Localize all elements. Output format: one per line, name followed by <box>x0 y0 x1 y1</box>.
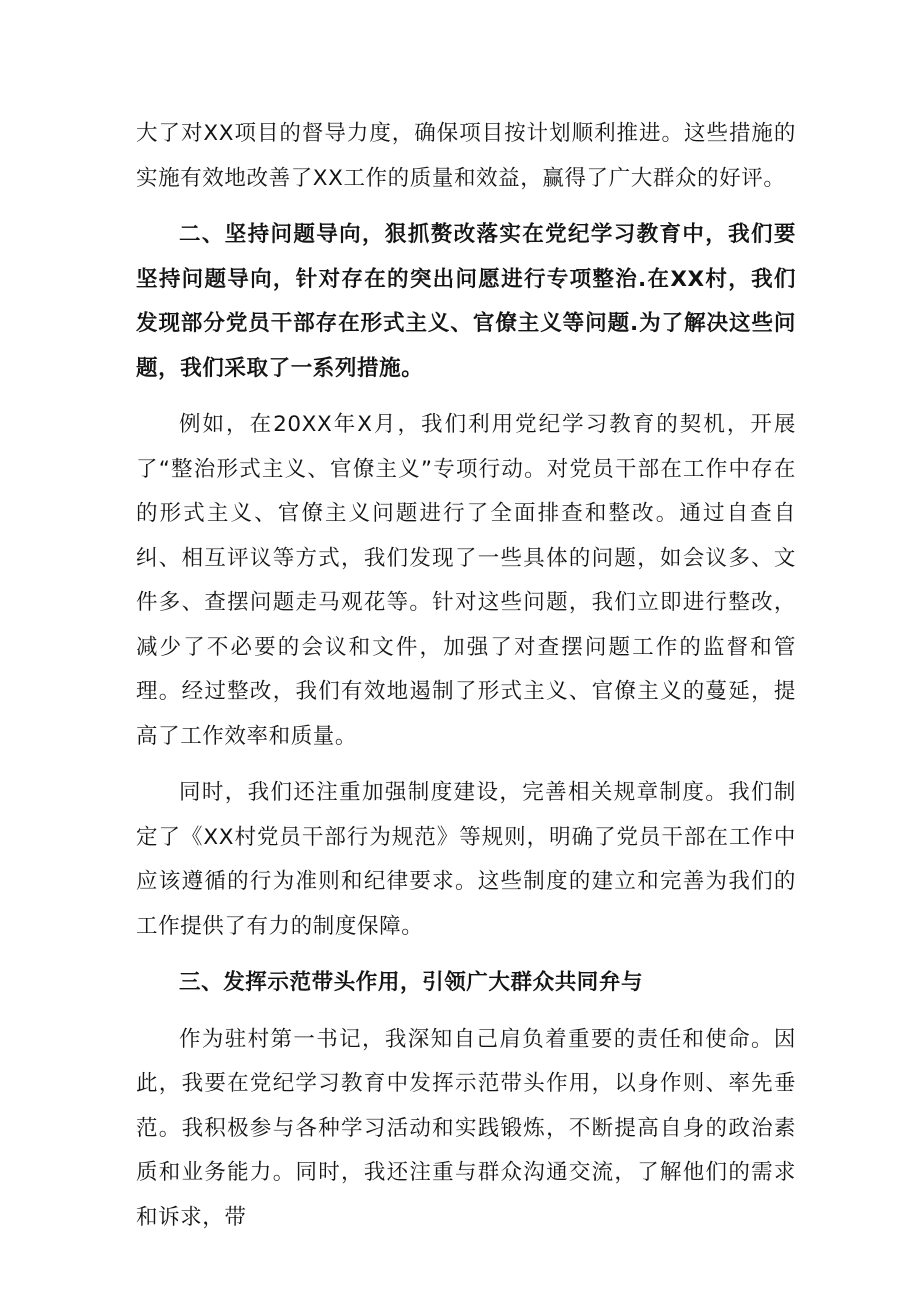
paragraph-example: 例如，在20XX年X月，我们利用党纪学习教育的契机，开展了“整治形式主义、官僚主义”专项行动。对党员干部在工作中存在的形式主义、官僚主义问题进行了全面排查和整改。通过自查自纠、相互评议等方式，我们发现了一些具体的问题，如会议多、文件多、查摆问题走马观花等。针对这些问题，我们立即进行整改，减少了不必要的会议和文件，加强了对查摆问题工作的监督和管理。经过整改，我们有效地遏制了形式主义、官僚主义的蔓延，提高了工作效率和质量。 <box>136 412 796 749</box>
section-heading-three: 三、发挥示范带头作用，引领广大群众共同弁与 <box>179 970 644 995</box>
paragraph-institution-building: 同时，我们还注重加强制度建设，完善相关规章制度。我们制定了《XX村党员干部行为规范》等规则，明确了党员干部在工作中应该遵循的行为准则和纪律要求。这些制度的建立和完善为我们的工作提供了有力的制度保障。 <box>136 780 796 939</box>
paragraph-continuation: 大了对XX项目的督导力度，确保项目按计划顺利推进。这些措施的实施有效地改善了XX工作的质量和效益，赢得了广大群众的好评。 <box>136 121 796 191</box>
paragraph-role-model: 作为驻村第一书记，我深知自己肩负着重要的责任和使命。因此，我要在党纪学习教育中发挥示范带头作用，以身作则、率先垂范。我积极参与各种学习活动和实践锻炼，不断提高自身的政治素质和业务能力。同时，我还注重与群众沟通交流，了解他们的需求和诉求，带 <box>136 1026 796 1230</box>
section-heading-two: 二、坚持问题导向，狠抓赘改落实在党纪学习教育中，我们要坚持问题导向，针对存在的突出问愿进行专项整治.在XX村，我们发现部分党员干部存在形式主义、官僚主义等问题.为了解决这些问题，我们采取了一系列措施。 <box>136 222 796 381</box>
document-body <box>136 112 796 1240</box>
